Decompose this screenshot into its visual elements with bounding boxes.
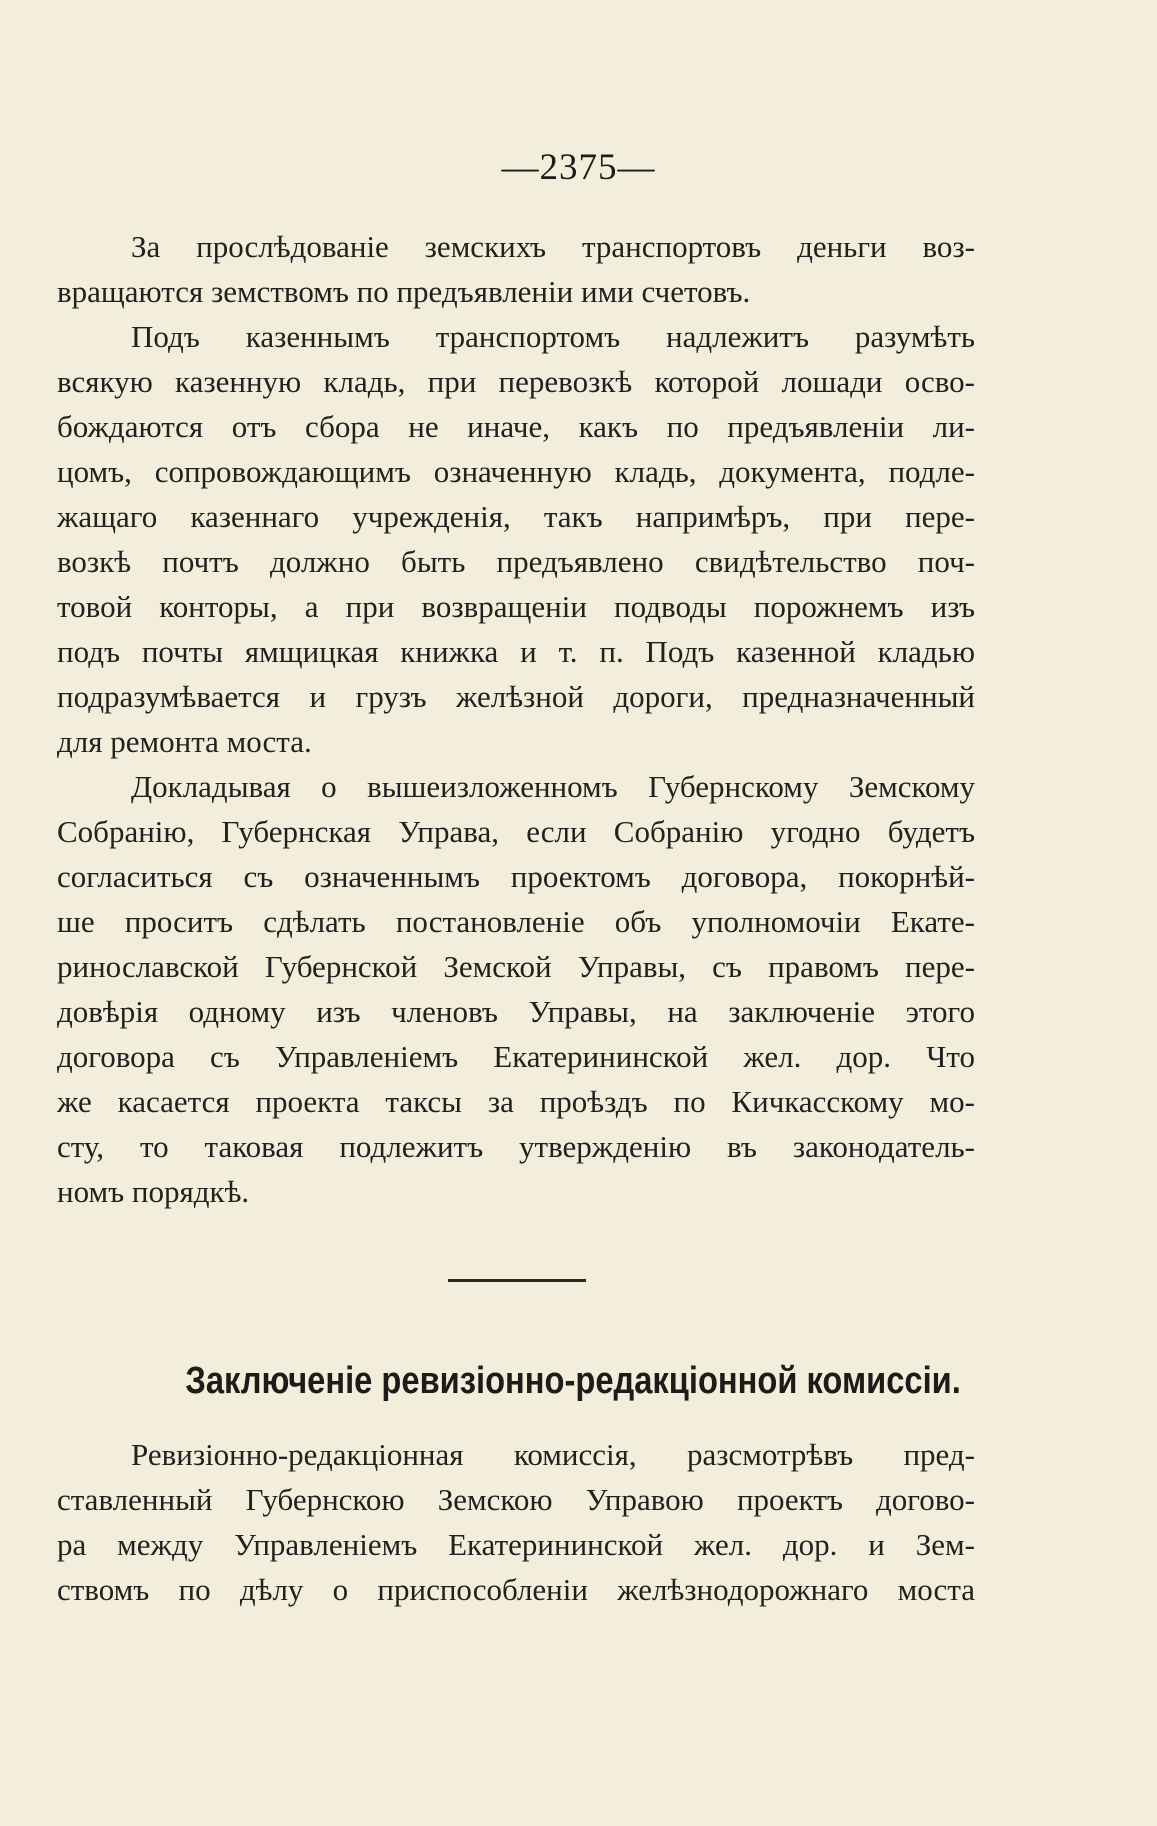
text-line: же касается проекта таксы за проѣздъ по Кичкасскому мо- (57, 1084, 975, 1119)
text-line: ставленный Губернскою Земскою Управою проектъ догово- (57, 1482, 975, 1517)
text-line: для ремонта моста. (57, 724, 312, 759)
text-line: ринославской Губернской Земской Управы, съ правомъ пере- (57, 949, 975, 984)
text-line: сту, то таковая подлежитъ утвержденію въ законодатель- (57, 1129, 975, 1164)
text-line: ствомъ по дѣлу о приспособленіи желѣзнодорожнаго моста (57, 1572, 975, 1607)
text-line: возкѣ почтъ должно быть предъявлено свидѣтельство поч- (57, 544, 975, 579)
text-line: бождаются отъ сбора не иначе, какъ по предъявленіи ли- (57, 409, 975, 444)
text-line: подъ почты ямщицкая книжка и т. п. Подъ казенной кладью (57, 634, 975, 669)
text-line: довѣрія одному изъ членовъ Управы, на заключеніе этого (57, 994, 975, 1029)
page-number: —2375— (501, 147, 656, 188)
text-line: За прослѣдованіе земскихъ транспортовъ деньги воз- (131, 229, 975, 264)
body-text-section-1 (57, 224, 975, 1214)
body-text-section-2 (57, 1432, 975, 1612)
text-line: ра между Управленіемъ Екатерининской жел. дор. и Зем- (57, 1527, 975, 1562)
text-line: договора съ Управленіемъ Екатерининской жел. дор. Что (57, 1039, 975, 1074)
text-line: подразумѣвается и грузъ желѣзной дороги, предназначенный (57, 679, 975, 714)
text-line: Подъ казеннымъ транспортомъ надлежитъ разумѣть (131, 319, 975, 354)
section-divider (448, 1279, 586, 1282)
text-line: номъ порядкѣ. (57, 1174, 250, 1209)
text-line: вращаются земствомъ по предъявленіи ими счетовъ. (57, 274, 751, 309)
text-line: цомъ, сопровождающимъ означенную кладь, документа, подле- (57, 454, 975, 489)
text-line: согласиться съ означеннымъ проектомъ договора, покорнѣй- (57, 859, 975, 894)
text-line: Докладывая о вышеизложенномъ Губернскому Земскому (131, 769, 975, 804)
text-line: ше проситъ сдѣлать постановленіе объ уполномочіи Екате- (57, 904, 975, 939)
text-line: всякую казенную кладь, при перевозкѣ которой лошади осво- (57, 364, 975, 399)
text-line: жащаго казеннаго учрежденія, такъ напримѣръ, при пере- (57, 499, 975, 534)
text-line: товой конторы, а при возвращеніи подводы порожнемъ изъ (57, 589, 975, 624)
section-heading: Заключеніе ревизіонно-редакціонной комиссіи. (185, 1360, 961, 1402)
text-line: Ревизіонно-редакціонная комиссія, разсмотрѣвъ пред- (131, 1437, 975, 1472)
text-line: Собранію, Губернская Управа, если Собранію угодно будетъ (57, 814, 975, 849)
